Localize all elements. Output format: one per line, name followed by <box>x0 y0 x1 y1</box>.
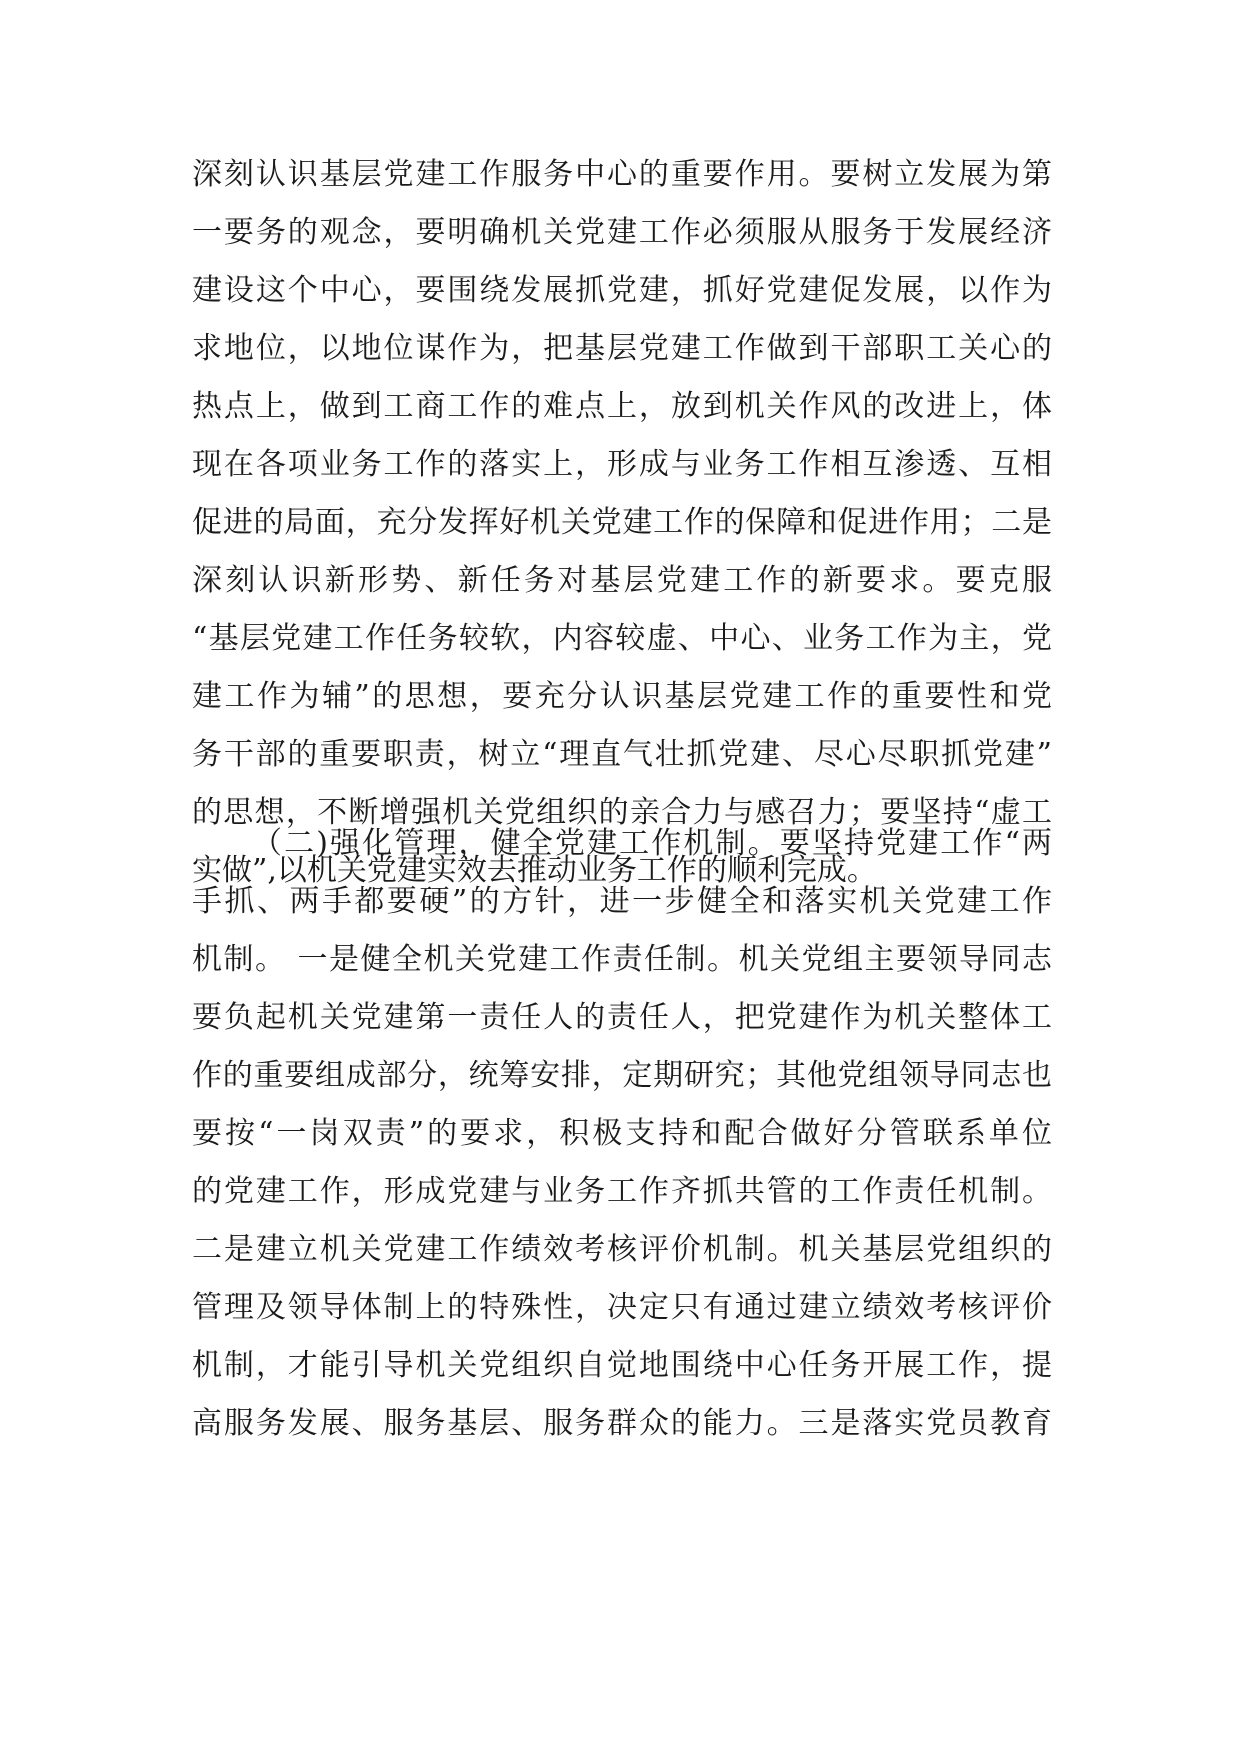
text-line: 建设这个中心，要围绕发展抓党建，抓好党建促发展，以作为 <box>192 273 1052 308</box>
text-line: 要负起机关党建第一责任人的责任人，把党建作为机关整体工 <box>192 1000 1052 1035</box>
text-line: 手抓、两手都要硬”的方针，进一步健全和落实机关党建工作 <box>192 884 1052 919</box>
text-line: 热点上，做到工商工作的难点上，放到机关作风的改进上，体 <box>192 389 1052 424</box>
text-line: 深刻认识新形势、新任务对基层党建工作的新要求。要克服 <box>192 563 1052 598</box>
body-paragraph-1 <box>192 146 1052 900</box>
text-line: 机制。 一是健全机关党建工作责任制。机关党组主要领导同志 <box>192 942 1052 977</box>
text-line: 现在各项业务工作的落实上，形成与业务工作相互渗透、互相 <box>192 447 1052 482</box>
text-line: 二是建立机关党建工作绩效考核评价机制。机关基层党组织的 <box>192 1232 1052 1267</box>
text-line-last: 实做”,以机关党建实效去推动业务工作的顺利完成。 <box>192 853 877 888</box>
text-line: 务干部的重要职责，树立“理直气壮抓党建、尽心尽职抓党建” <box>192 737 1052 772</box>
text-line: 要按“一岗双责”的要求，积极支持和配合做好分管联系单位 <box>192 1116 1052 1151</box>
text-line: 一要务的观念，要明确机关党建工作必须服从服务于发展经济 <box>192 215 1052 250</box>
text-line: “基层党建工作任务较软，内容较虚、中心、业务工作为主，党 <box>192 621 1052 656</box>
text-line: 建工作为辅”的思想，要充分认识基层党建工作的重要性和党 <box>192 679 1052 714</box>
text-line: 管理及领导体制上的特殊性，决定只有通过建立绩效考核评价 <box>192 1290 1052 1325</box>
text-line: 求地位，以地位谋作为，把基层党建工作做到干部职工关心的 <box>192 331 1052 366</box>
text-line: 深刻认识基层党建工作服务中心的重要作用。要树立发展为第 <box>192 157 1052 192</box>
text-line: 高服务发展、服务基层、服务群众的能力。三是落实党员教育 <box>192 1406 1052 1441</box>
text-line: 机制，才能引导机关党组织自觉地围绕中心任务开展工作，提 <box>192 1348 1052 1383</box>
text-line: 促进的局面，充分发挥好机关党建工作的保障和促进作用；二是 <box>192 505 1052 540</box>
text-line: 作的重要组成部分，统筹安排，定期研究；其他党组领导同志也 <box>192 1058 1052 1093</box>
text-line-indented: （二)强化管理，健全党建工作机制。要坚持党建工作“两 <box>252 826 1052 861</box>
text-line: 的党建工作，形成党建与业务工作齐抓共管的工作责任机制。 <box>192 1174 1052 1209</box>
body-paragraph-2 <box>192 815 1052 1453</box>
text-line: 的思想，不断增强机关党组织的亲合力与感召力；要坚持“虚工 <box>192 795 1052 830</box>
